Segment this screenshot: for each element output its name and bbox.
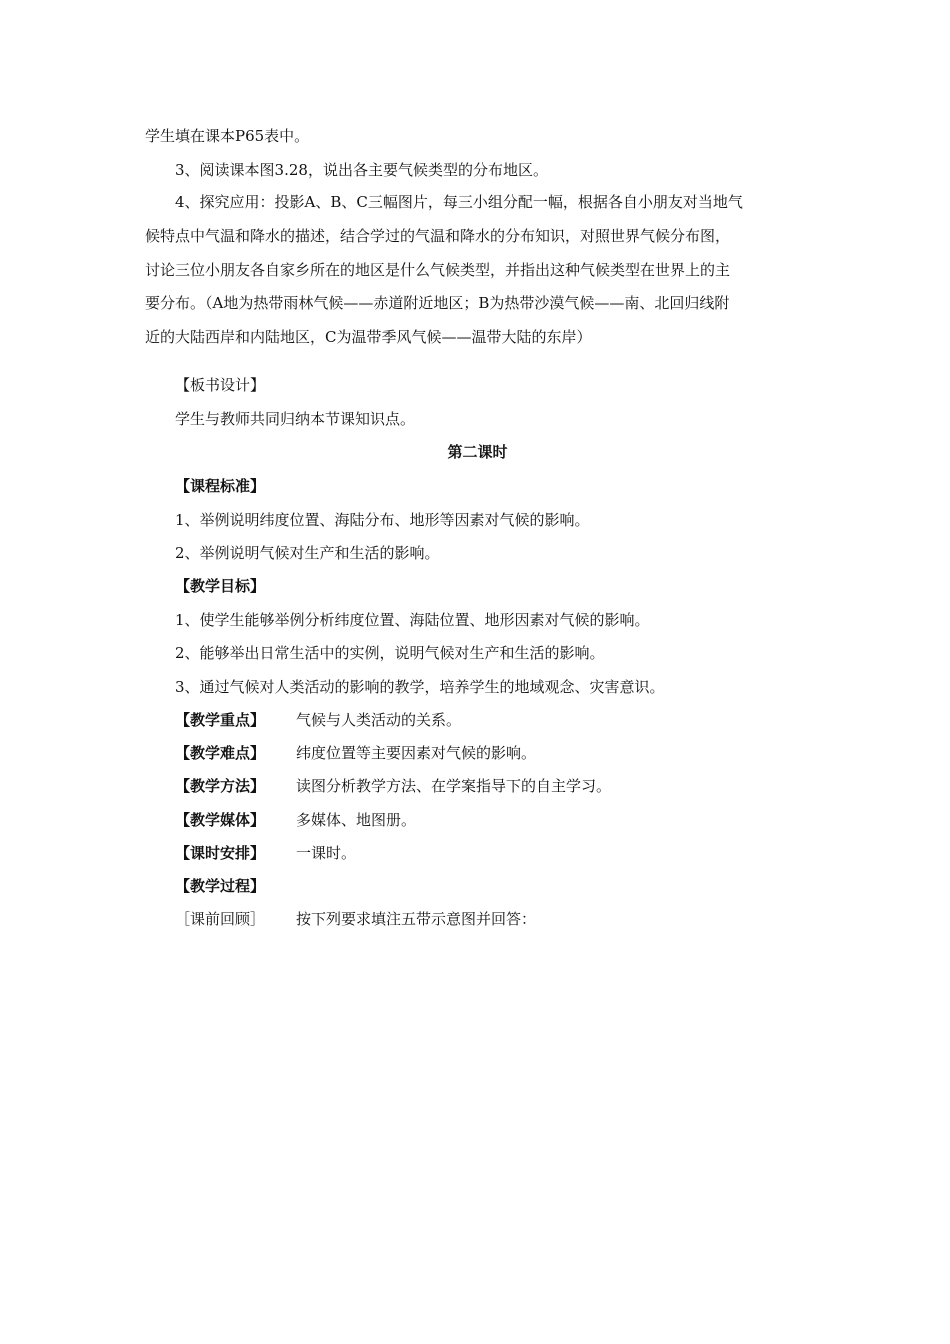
method-label: 【教学方法】 [175,777,266,795]
lesson-2-title: 第二课时 [447,443,508,461]
item-4-line: 要分布。（A地为热带雨林气候——赤道附近地区；B为热带沙漠气候——南、北回归线附 [145,294,730,312]
curriculum-heading: 【课程标准】 [175,477,266,495]
schedule-value: 一课时。 [296,844,357,862]
process-heading: 【教学过程】 [175,877,266,895]
curriculum-item: 1、举例说明纬度位置、海陆分布、地形等因素对气候的影响。 [175,511,590,529]
board-design-text: 学生与教师共同归纳本节课知识点。 [175,410,416,428]
goal-item: 2、能够举出日常生活中的实例，说明气候对生产和生活的影响。 [175,644,605,662]
item-4-continuation [145,220,810,354]
media-value: 多媒体、地图册。 [296,811,417,829]
review-label: ［课前回顾］ [175,910,266,928]
item-4-line: 讨论三位小朋友各自家乡所在的地区是什么气候类型，并指出这种气候类型在世界上的主 [145,260,731,279]
goals-heading: 【教学目标】 [175,577,266,595]
item-4-line: 近的大陆西岸和内陆地区，C为温带季风气候——温带大陆的东岸） [145,327,592,346]
item-4-line: 候特点中气温和降水的描述，结合学过的气温和降水的分布知识，对照世界气候分布图， [145,227,731,245]
intro-line: 学生填在课本P65表中。 [145,127,310,145]
item-4-line: 4、探究应用：投影A、B、C三幅图片，每三小组分配一幅，根据各自小朋友对当地气 [175,193,743,211]
item-4-paragraph [175,186,810,220]
curriculum-item: 2、举例说明气候对生产和生活的影响。 [175,544,440,562]
schedule-label: 【课时安排】 [175,844,266,862]
board-design-heading: 【板书设计】 [175,376,266,394]
difficulty-label: 【教学难点】 [175,744,266,762]
media-label: 【教学媒体】 [175,811,266,829]
difficulty-value: 纬度位置等主要因素对气候的影响。 [296,744,537,762]
goal-item: 3、通过气候对人类活动的影响的教学，培养学生的地域观念、灾害意识。 [175,678,665,696]
item-3: 3、阅读课本图3.28，说出各主要气候类型的分布地区。 [175,161,548,179]
goal-item: 1、使学生能够举例分析纬度位置、海陆位置、地形因素对气候的影响。 [175,611,650,629]
review-text: 按下列要求填注五带示意图并回答： [296,910,537,928]
key-point-value: 气候与人类活动的关系。 [296,711,462,729]
key-point-label: 【教学重点】 [175,711,266,729]
method-value: 读图分析教学方法、在学案指导下的自主学习。 [296,777,612,795]
